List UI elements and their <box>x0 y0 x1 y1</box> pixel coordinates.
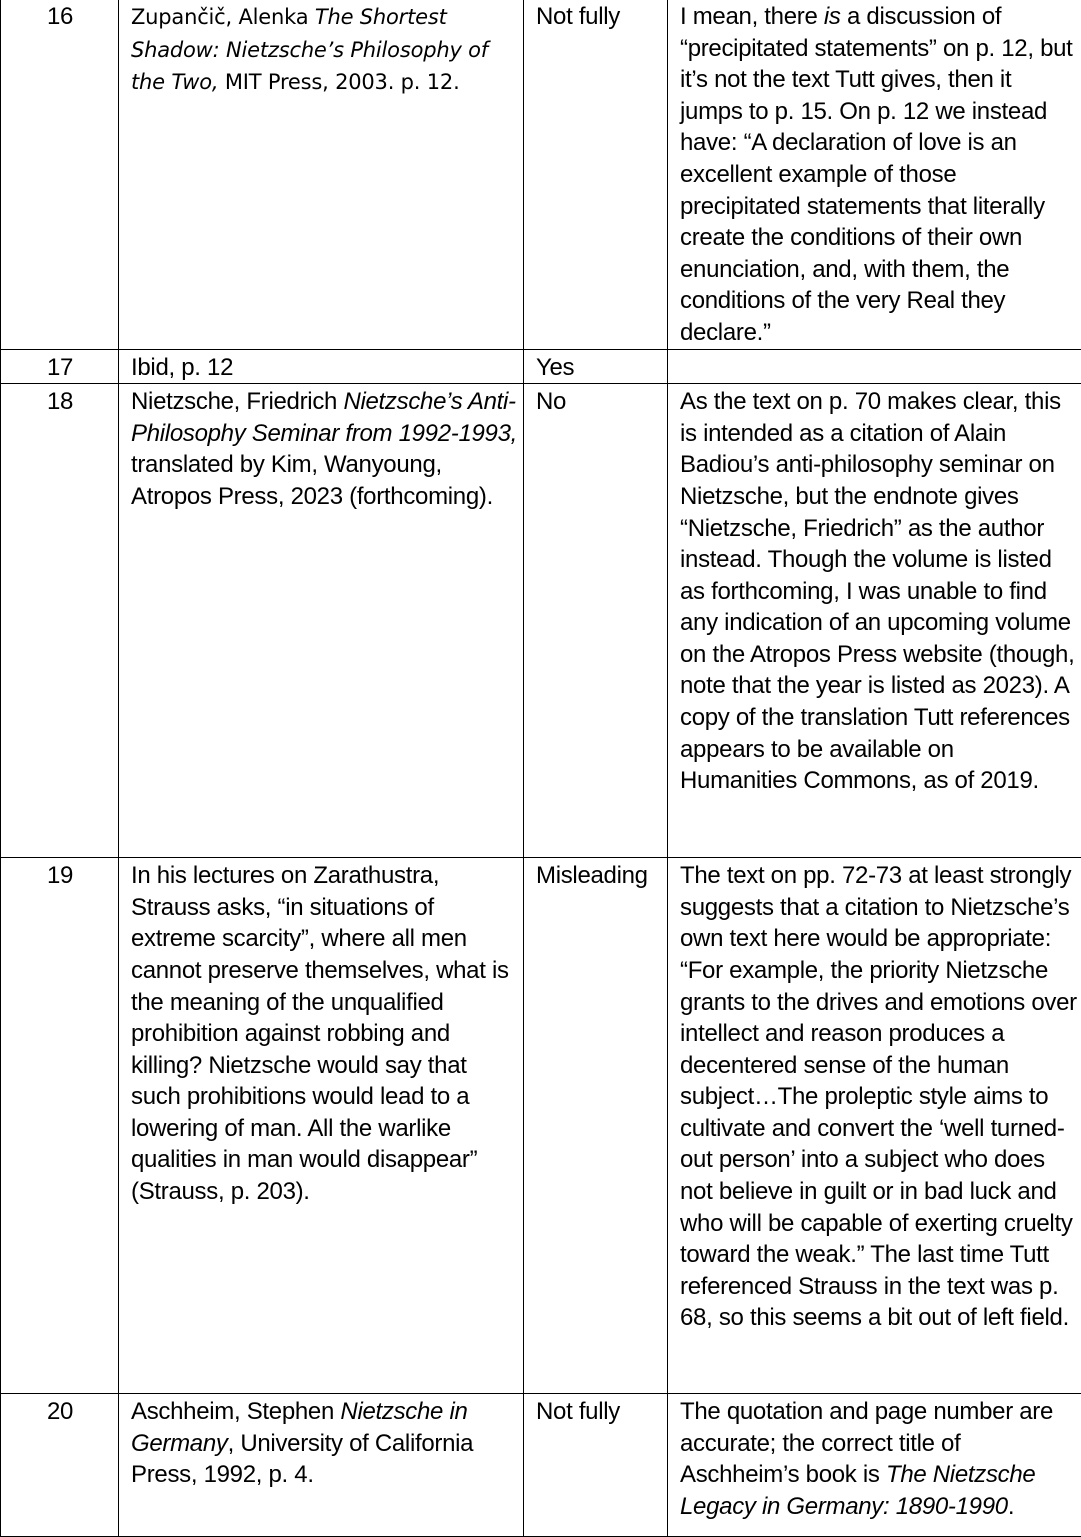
citation-rest: , University of California Press, 1992, p. 4. <box>131 1430 473 1489</box>
accuracy-cell: No <box>524 384 668 858</box>
notes-text: I mean, there <box>680 3 824 30</box>
accuracy-cell: Yes <box>524 349 668 384</box>
citation-title: The Shortest Shadow: Nietzsche’s Philosophy of the Two, <box>131 5 488 94</box>
citation-title: Nietzsche’s Anti-Philosophy Seminar from 1992-1993, <box>131 388 517 447</box>
table-row <box>1 349 1081 384</box>
citation-author: Zupančič, Alenka <box>131 5 315 29</box>
notes-cell <box>668 0 1081 349</box>
notes-text: The quotation and page number are accurate; the correct title of Aschheim’s book is <box>680 1398 1053 1488</box>
citation-rest: translated by Kim, Wanyoung, Atropos Press, 2023 (forthcoming). <box>131 451 493 510</box>
notes-cell <box>668 349 1081 384</box>
citation-cell <box>119 1394 524 1537</box>
citation-rest: MIT Press, 2003. p. 12. <box>218 70 459 94</box>
note-number: 20 <box>1 1394 119 1537</box>
notes-cell: As the text on p. 70 makes clear, this is intended as a citation of Alain Badiou’s anti-philosophy seminar on Nietzsche, but the endnote gives “Nietzsche, Friedrich” as the author instead. Though the volume is listed as forthcoming, I was unable to find any indication of an upcoming volume on the Atropos Press website (though, note that the year is listed as 2023). A copy of the translation Tutt references appears to be available on Humanities Commons, as of 2019. <box>668 384 1081 858</box>
citation-cell <box>119 384 524 858</box>
notes-cell <box>668 1394 1081 1537</box>
notes-cell: The text on pp. 72-73 at least strongly suggests that a citation to Nietzsche’s own text here would be appropriate: “For example, the priority Nietzsche grants to the drives and emotions over intellect and reason produces a decentered sense of the human subject…The proleptic style aims to cultivate and convert the ‘well turned-out person’ into a subject who does not believe in guilt or in bad luck and who will be capable of exerting cruelty toward the weak.” The last time Tutt referenced Strauss in the text was p. 68, so this seems a bit out of left field. <box>668 858 1081 1394</box>
notes-text: a discussion of “precipitated statements” on p. 12, but it’s not the text Tutt gives, then it jumps to p. 15. On p. 12 we instead have: “A declaration of love is an excellent example of those precipitated statements that literally create the conditions of their own enunciation, and, with them, the conditions of the very Real they declare.” <box>680 3 1073 346</box>
table-row <box>1 0 1081 349</box>
notes-emphasis: is <box>824 3 841 30</box>
citation-cell <box>119 0 524 349</box>
note-number: 17 <box>1 349 119 384</box>
note-number: 18 <box>1 384 119 858</box>
accuracy-cell: Not fully <box>524 1394 668 1537</box>
accuracy-cell: Misleading <box>524 858 668 1394</box>
table-row <box>1 858 1081 1394</box>
table-row <box>1 384 1081 858</box>
note-number: 16 <box>1 0 119 349</box>
citation-cell: Ibid, p. 12 <box>119 349 524 384</box>
accuracy-cell: Not fully <box>524 0 668 349</box>
citation-title: Nietzsche in Germany <box>131 1398 468 1457</box>
citation-author: Aschheim, Stephen <box>131 1398 340 1425</box>
note-number: 19 <box>1 858 119 1394</box>
table-row <box>1 1394 1081 1537</box>
citation-author: Nietzsche, Friedrich <box>131 388 343 415</box>
citation-cell: In his lectures on Zarathustra, Strauss asks, “in situations of extreme scarcity”, where all men cannot preserve themselves, what is the meaning of the unqualified prohibition against robbing and killing? Nietzsche would say that such prohibitions would lead to a lowering of man. All the warlike qualities in man would disappear” (Strauss, p. 203). <box>119 858 524 1394</box>
notes-emphasis: The Nietzsche Legacy in Germany: 1890-1990 <box>680 1461 1035 1520</box>
notes-text: . <box>1008 1493 1014 1520</box>
